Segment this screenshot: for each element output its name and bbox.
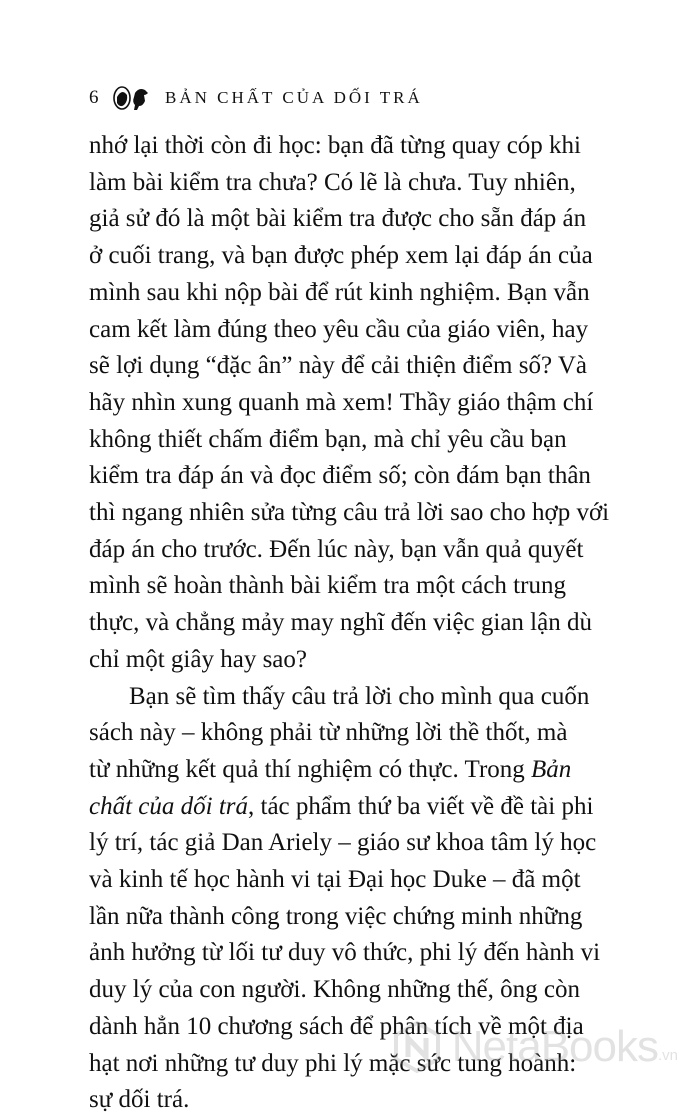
text-line: hãy nhìn xung quanh mà xem! Thầy giáo thậm chí (89, 388, 594, 416)
text-line: nhớ lại thời còn đi học: bạn đã từng quay cóp khi (89, 132, 581, 159)
silhouettes-icon (111, 83, 151, 113)
text-segment: , tác phẩm thứ ba viết về đề tài phi (248, 792, 594, 820)
text-line: duy lý của con người. Không những thế, ông còn (89, 976, 580, 1004)
text-line: chỉ một giây hay sao? (89, 645, 307, 673)
text-line: ảnh hưởng từ lối tư duy vô thức, phi lý đến hành vi (89, 939, 601, 967)
text-line: cam kết làm đúng theo yêu cầu của giáo viên, hay (89, 315, 589, 343)
text-line: hạt nơi những tư duy phi lý mặc sức tung hoành: (89, 1049, 577, 1077)
body-text (89, 128, 629, 1119)
text-line: sách này – không phải từ những lời thề thốt, mà (89, 719, 568, 747)
watermark (390, 1020, 678, 1074)
netabooks-logo-icon (390, 1020, 444, 1074)
text-line: kiểm tra đáp án và đọc điểm số; còn đám bạn thân (89, 462, 591, 490)
text-line (89, 789, 629, 826)
page-number: 6 (89, 87, 99, 108)
page-header (89, 80, 423, 116)
paragraph-1 (89, 128, 629, 679)
text-line: làm bài kiểm tra chưa? Có lẽ là chưa. Tuy nhiên, (89, 168, 576, 196)
text-line: không thiết chấm điểm bạn, mà chỉ yêu cầu bạn (89, 425, 567, 453)
text-line: sẽ lợi dụng “đặc ân” này để cải thiện điểm số? Và (89, 352, 587, 380)
book-title-italic: chất của dối trá (89, 792, 249, 820)
book-title-italic: Bản (531, 755, 572, 783)
text-line (89, 752, 629, 789)
watermark-brand: NetaBooks (451, 1022, 658, 1071)
text-line: đáp án cho trước. Đến lúc này, bạn vẫn quả quyết (89, 535, 584, 563)
text-line: thì ngang nhiên sửa từng câu trả lời sao cho hợp với (89, 499, 610, 527)
text-segment: từ những kết quả thí nghiệm có thực. Trong (89, 755, 532, 783)
text-line: giả sử đó là một bài kiểm tra được cho sẵn đáp án (89, 205, 587, 233)
text-line: dành hẳn 10 chương sách để phân tích về một địa (89, 1012, 584, 1040)
text-line: lần nữa thành công trong việc chứng minh những (89, 902, 583, 930)
text-line: ở cuối trang, và bạn được phép xem lại đáp án của (89, 242, 593, 270)
text-line: mình sau khi nộp bài để rút kinh nghiệm. Bạn vẫn (89, 278, 590, 306)
running-title: BẢN CHẤT CỦA DỐI TRÁ (165, 88, 423, 107)
text-line: Bạn sẽ tìm thấy câu trả lời cho mình qua cuốn (129, 682, 590, 710)
text-line: thực, và chẳng mảy may nghĩ đến việc gian lận dù (89, 609, 592, 637)
text-line: và kinh tế học hành vi tại Đại học Duke – đã một (89, 866, 581, 894)
watermark-suffix: .vn (657, 1047, 678, 1064)
text-line: lý trí, tác giả Dan Ariely – giáo sư khoa tâm lý học (89, 829, 597, 857)
text-line: sự dối trá. (89, 1086, 190, 1114)
text-line: mình sẽ hoàn thành bài kiểm tra một cách trung (89, 572, 566, 600)
